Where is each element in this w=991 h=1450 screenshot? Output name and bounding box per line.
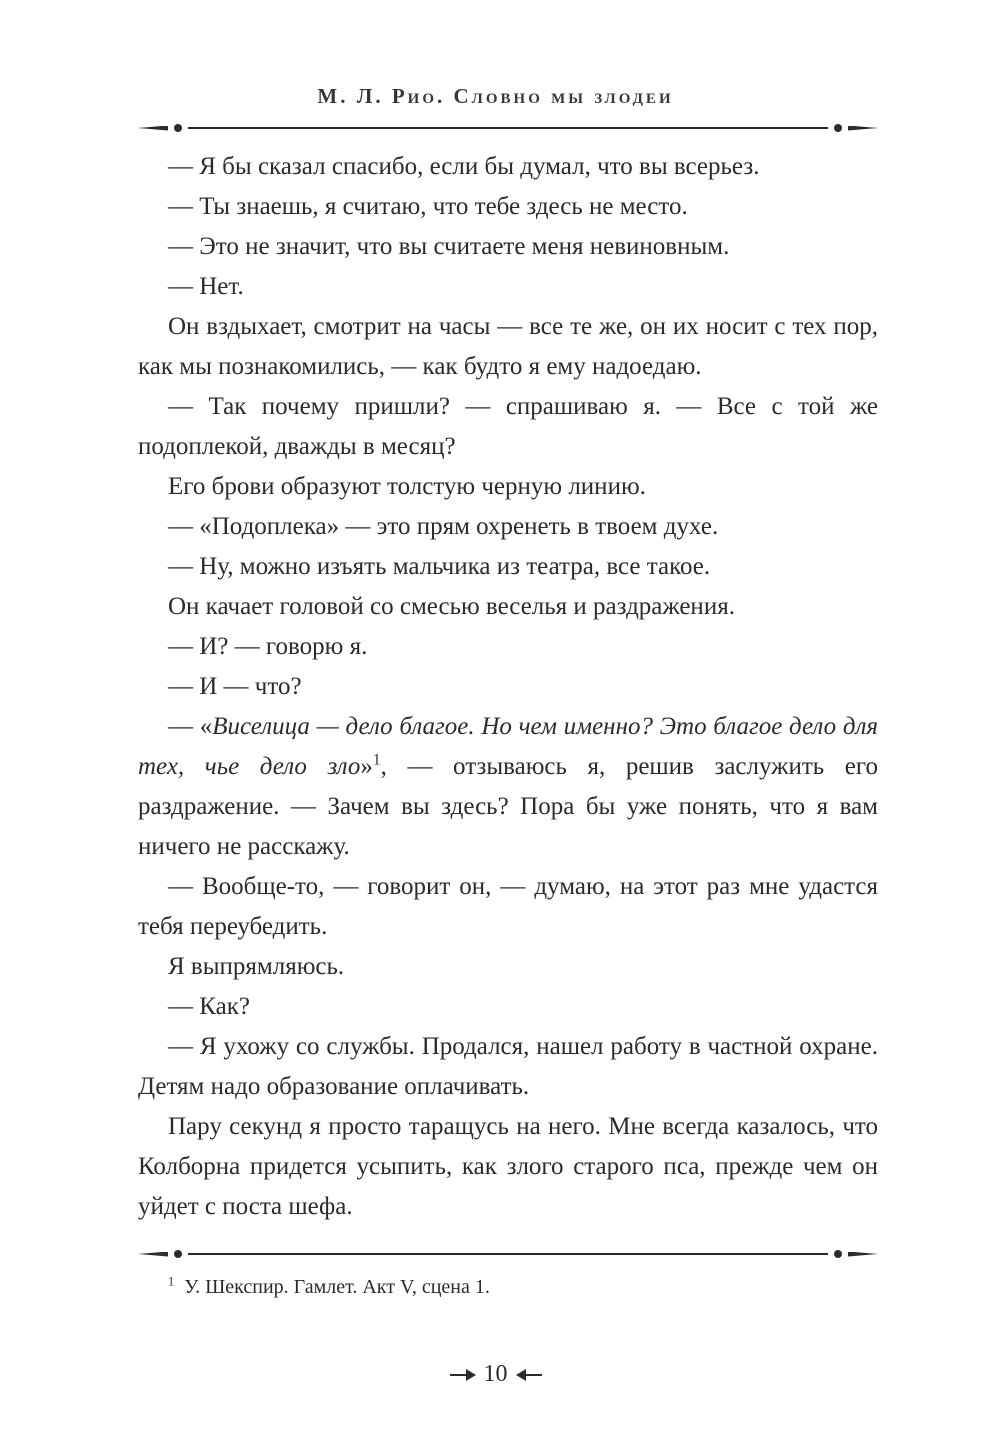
- paragraph: — Ну, можно изъять мальчика из театра, все такое.: [168, 553, 711, 580]
- paragraph: Я выпрямляюсь.: [168, 953, 345, 980]
- paragraph: — Как?: [168, 993, 250, 1020]
- paragraph: — Я бы сказал спасибо, если бы думал, что вы всерьез.: [168, 153, 760, 180]
- footnote-divider: [138, 1249, 878, 1259]
- divider-cap-left: [138, 126, 168, 131]
- divider-rule: [188, 1253, 828, 1255]
- arrow-right-icon: [466, 1369, 476, 1381]
- page-number-value: 10: [483, 1361, 508, 1387]
- footnote-text: $^1$ У. Шекспир. Гамлет. Акт V, сцена 1.: [168, 1274, 490, 1298]
- paragraph: — «Виселица — дело благое. Но чем именно? Это благое дело для тех, чье дело зло»$^1$, — отзываюсь я, решив заслужить его раздражение. — Зачем вы здесь? Пора бы уже понять, что я вам ничего не расскажу.: [138, 713, 879, 860]
- running-head: [0, 0, 991, 109]
- paragraph: — Ты знаешь, я считаю, что тебе здесь не место.: [168, 193, 688, 220]
- paragraph: — Вообще-то, — говорит он, — думаю, на этот раз мне удастся тебя переубедить.: [138, 873, 878, 940]
- divider-dot-icon: [174, 1250, 182, 1258]
- divider-rule: [188, 127, 828, 129]
- arrow-left-icon: [516, 1369, 526, 1381]
- paragraph: — И? — говорю я.: [168, 633, 368, 660]
- page-body: [138, 147, 878, 1227]
- running-head-title: М. Л. Рио. Словно мы злодеи: [317, 84, 674, 108]
- page-number: [0, 1361, 991, 1388]
- paragraph: Пару секунд я просто таращусь на него. Мне всегда казалось, что Колборна придется усыпить, как злого старого пса, прежде чем он уйдет с поста шефа.: [138, 1113, 878, 1220]
- paragraph: — Я ухожу со службы. Продался, нашел работу в частной охране. Детям надо образование оплачивать.: [138, 1033, 878, 1100]
- footnote: [138, 1273, 878, 1301]
- page-number-dash-right: [526, 1374, 542, 1376]
- paragraph: Он качает головой со смесью веселья и раздражения.: [168, 593, 735, 620]
- paragraph: — Это не значит, что вы считаете меня невиновным.: [168, 233, 730, 260]
- page-number-dash-left: [450, 1374, 466, 1376]
- paragraph: — Нет.: [168, 273, 244, 300]
- paragraph: — Так почему пришли? — спрашиваю я. — Все с той же подоплекой, дважды в месяц?: [138, 393, 878, 460]
- divider-dot-icon: [834, 124, 842, 132]
- divider-dot-icon: [834, 1250, 842, 1258]
- paragraph: Он вздыхает, смотрит на часы — все те же, он их носит с тех пор, как мы познакомились, — как будто я ему надоедаю.: [138, 313, 878, 380]
- divider-dot-icon: [174, 124, 182, 132]
- footnote-marker: 1: [168, 1274, 175, 1289]
- paragraph: — «Подоплека» — это прям охренеть в твоем духе.: [168, 513, 719, 540]
- header-divider: [138, 123, 878, 133]
- paragraph: Его брови образуют толстую черную линию.: [168, 473, 646, 500]
- paragraph: — И — что?: [168, 673, 302, 700]
- divider-cap-right: [848, 126, 878, 131]
- divider-cap-left: [138, 1252, 168, 1257]
- divider-cap-right: [848, 1252, 878, 1257]
